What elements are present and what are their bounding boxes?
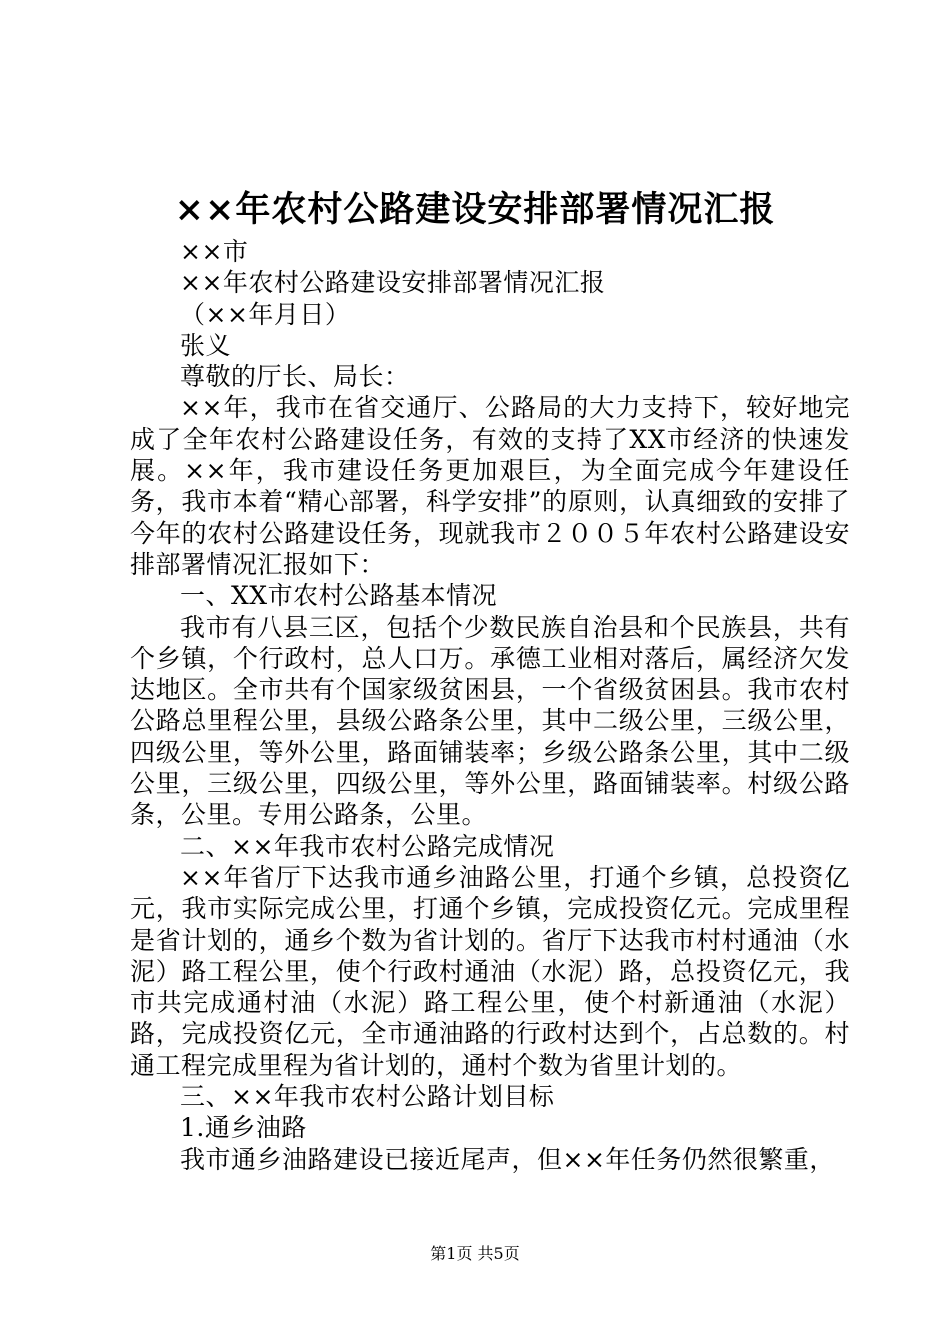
paragraph-city: ××市 (180, 237, 249, 266)
page-number: 第1页 共5页 (430, 1244, 520, 1263)
paragraph-report-title: ××年农村公路建设安排部署情况汇报 (180, 268, 606, 298)
paragraph-completion: ××年省厅下达我市通乡油路公里，打通个乡镇，总投资亿元，我市实际完成公里，打通个乡镇，完成投资亿元。完成里程是省计划的，通乡个数为省计划的。省厅下达我市村村通油（水泥）路工程公里，使个行政村通油（水泥）路，总投资亿元，我市共完成通村油（水泥）路工程公里，使个村新通油（水泥）路，完成投资亿元，全市通油路的行政村达到个，占总数的。村通工程完成里程为省计划的，通村个数为省里计划的。 (130, 862, 850, 1080)
paragraph-author: 张义 (180, 330, 232, 360)
document-title: ××年农村公路建设安排部署情况汇报 (174, 189, 776, 230)
section-heading-1: 一、XX市农村公路基本情况 (180, 581, 498, 611)
paragraph-basic-situation: 我市有八县三区，包括个少数民族自治县和个民族县，共有个乡镇，个行政村，总人口万。承德工业相对落后，属经济欠发达地区。全市共有个国家级贫困县，一个省级贫困县。我市农村公路总里程公里，县级公路条公里，其中二级公里，三级公里，四级公里，等外公里，路面铺装率；乡级公路条公里，其中二级公里，三级公里，四级公里，等外公里，路面铺装率。村级公路条，公里。专用公路条，公里。 (130, 612, 850, 830)
paragraph-intro: ××年，我市在省交通厅、公路局的大力支持下，较好地完成了全年农村公路建设任务，有效的支持了XX市经济的快速发展。××年，我市建设任务更加艰巨，为全面完成今年建设任务，我市本着“精心部署，科学安排”的原则，认真细致的安排了今年的农村公路建设任务，现就我市２００５年农村公路建设安排部署情况汇报如下： (130, 393, 850, 579)
subheading-1: 1.通乡油路 (180, 1113, 307, 1143)
section-heading-2: 二、××年我市农村公路完成情况 (180, 831, 555, 861)
paragraph-date: （××年月日） (180, 299, 351, 329)
document-body (130, 236, 850, 1175)
section-heading-3: 三、××年我市农村公路计划目标 (180, 1082, 555, 1112)
paragraph-salutation: 尊敬的厅长、局长： (180, 362, 410, 392)
paragraph-township-roads: 我市通乡油路建设已接近尾声，但××年任务仍然很繁重， (180, 1144, 835, 1174)
